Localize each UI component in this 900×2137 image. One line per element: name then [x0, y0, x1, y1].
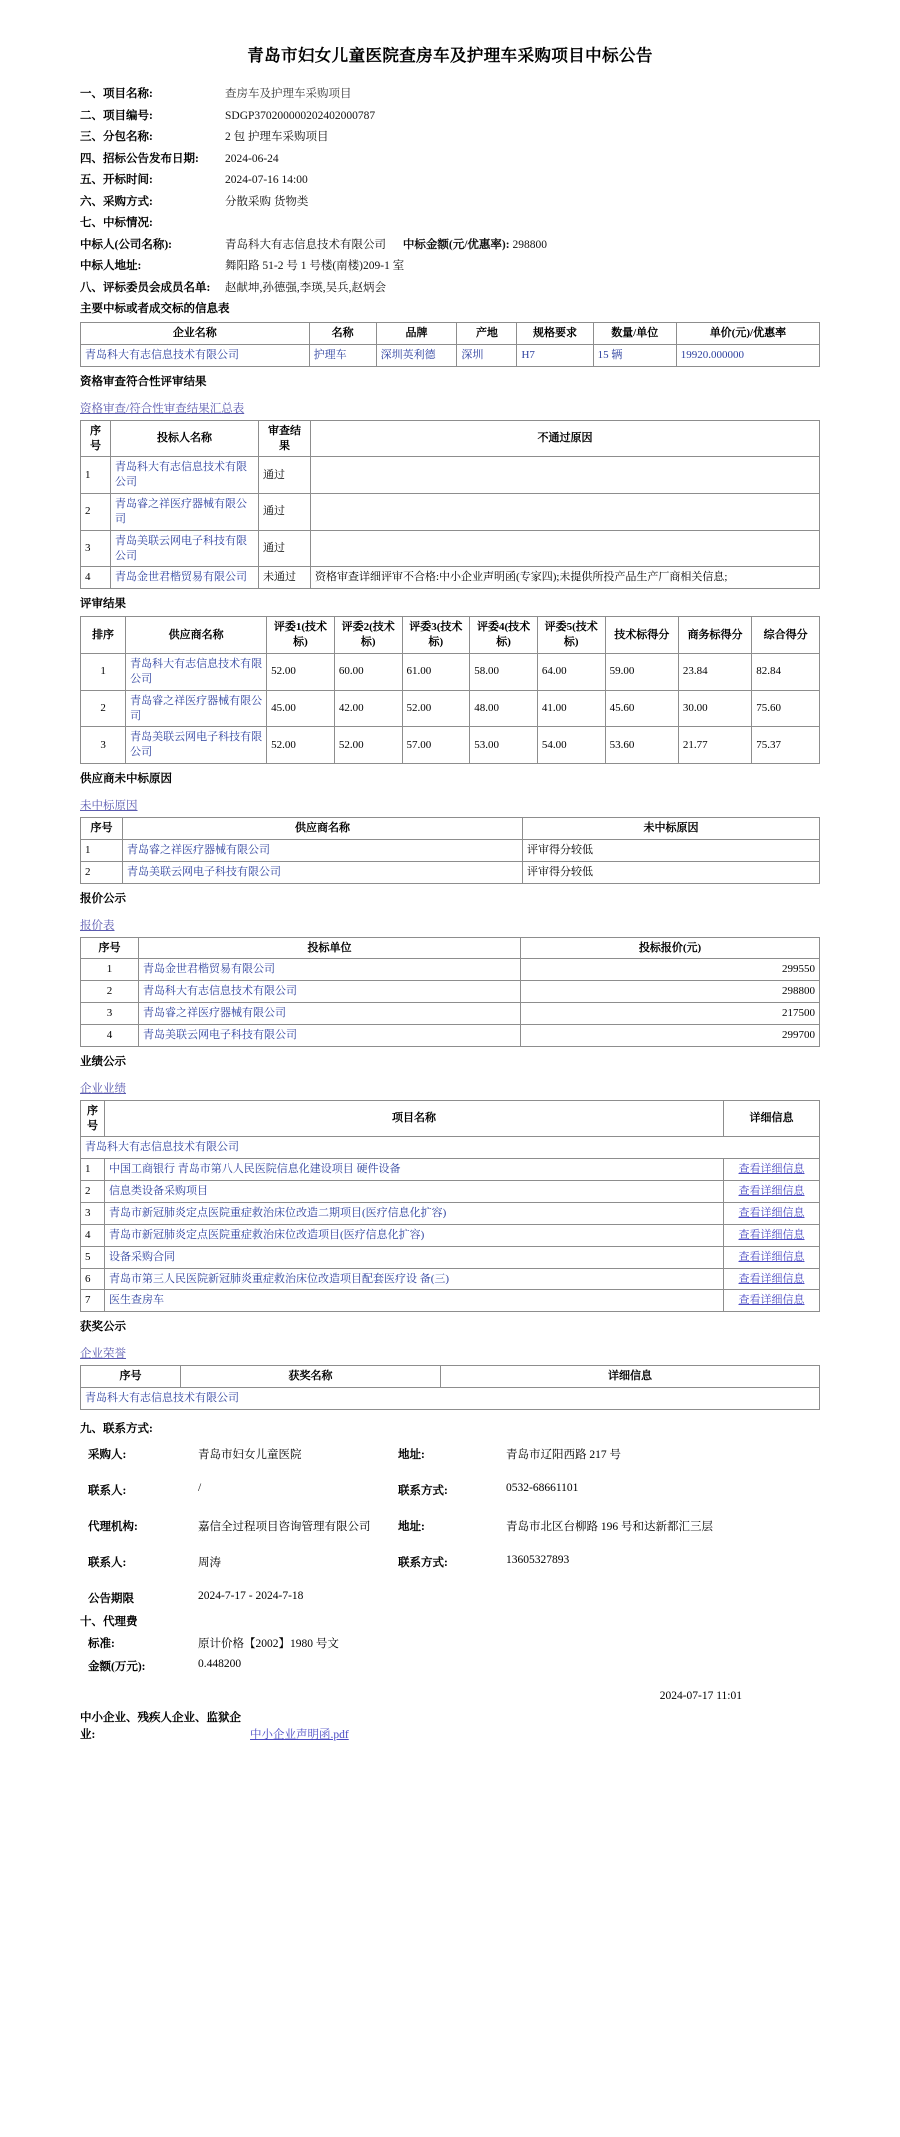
qualification-table: [80, 420, 820, 590]
cell-judge-5: 54.00: [537, 727, 605, 764]
table-header-row: [81, 1366, 820, 1388]
table-header-row: [81, 617, 820, 654]
col-unit-price: 单价(元)/优惠率: [676, 323, 819, 345]
table-header-row: [81, 420, 820, 457]
value-2: 0532-68661101: [506, 1481, 579, 1494]
header-row-purchase-method: [80, 193, 820, 209]
main-table-caption: 主要中标或者成交标的信息表: [80, 303, 230, 315]
col-no: 序号: [81, 1366, 181, 1388]
quotation-table: [80, 937, 820, 1047]
col-no: 序号: [81, 937, 139, 959]
label: 二、项目编号:: [80, 109, 153, 122]
label: 标准:: [88, 1637, 115, 1650]
label: 金额(万元):: [88, 1660, 146, 1673]
view-detail-link[interactable]: 查看详细信息: [738, 1163, 805, 1176]
cell-judge-3: 61.00: [402, 653, 470, 690]
cell-supplier: 青岛科大有志信息技术有限公司: [126, 653, 267, 690]
col-detail: 详细信息: [441, 1366, 820, 1388]
cell-judge-1: 45.00: [267, 690, 335, 727]
cell-supplier: 青岛睿之祥医疗器械有限公司: [123, 839, 523, 861]
cell-supplier: 青岛睿之祥医疗器械有限公司: [126, 690, 267, 727]
cell-result: 通过: [259, 457, 311, 494]
cell-reason: [311, 457, 820, 494]
cell-price: 298800: [521, 981, 820, 1003]
header-row-award-status: [80, 214, 820, 230]
value-2: 青岛市辽阳西路 217 号: [506, 1448, 621, 1461]
col-biz-score: 商务标得分: [678, 617, 751, 654]
table-row: [81, 1181, 820, 1203]
label: 联系人:: [88, 1484, 127, 1497]
label: 公告期限: [88, 1592, 134, 1605]
cell-total-score: 82.84: [752, 653, 820, 690]
header-row-winner: [80, 236, 820, 252]
contact-row-agency-contact: [80, 1554, 820, 1570]
label: 三、分包名称:: [80, 131, 153, 143]
cell-unit-price: 19920.000000: [676, 344, 819, 366]
value: 2024-7-17 - 2024-7-18: [198, 1589, 304, 1602]
value: 查房车及护理车采购项目: [225, 88, 352, 100]
evaluation-caption: 评审结果: [80, 598, 126, 611]
cell-supplier: 青岛美联云网电子科技有限公司: [126, 727, 267, 764]
label-2: 地址:: [398, 1520, 425, 1533]
cell-price: 299550: [521, 959, 820, 981]
cell-total-score: 75.60: [752, 690, 820, 727]
cell-no: 6: [81, 1268, 105, 1290]
awards-link[interactable]: 企业荣誉: [80, 1348, 126, 1361]
stamp-date: 2024-07-17 11:01: [659, 1689, 742, 1702]
header-row-package-name: [80, 128, 820, 144]
cell-qty-unit: 15 辆: [593, 344, 676, 366]
col-origin: 产地: [457, 323, 517, 345]
col-detail: 详细信息: [724, 1100, 820, 1137]
table-row: [81, 1024, 820, 1046]
label: 一、项目名称:: [80, 88, 153, 100]
table-row: [81, 344, 820, 366]
label: 七、中标情况:: [80, 217, 153, 229]
header-info-list: [80, 85, 820, 295]
col-project-name: 项目名称: [105, 1100, 724, 1137]
cell-spec: H7: [517, 344, 593, 366]
label: 代理机构:: [88, 1520, 138, 1533]
cell-no: 3: [81, 1003, 139, 1025]
label-2: 地址:: [398, 1448, 425, 1461]
address-label: 中标人地址:: [80, 260, 142, 272]
header-row-project-name: [80, 85, 820, 101]
col-judge-2: 评委2(技术标): [334, 617, 402, 654]
table-row: [81, 653, 820, 690]
cell-price: 217500: [521, 1003, 820, 1025]
cell-judge-1: 52.00: [267, 727, 335, 764]
label-2: 联系方式:: [398, 1556, 448, 1569]
table-row: [81, 1246, 820, 1268]
col-judge-4: 评委4(技术标): [470, 617, 538, 654]
col-reason: 未中标原因: [523, 818, 820, 840]
cell-total-score: 75.37: [752, 727, 820, 764]
table-row: [81, 981, 820, 1003]
contact-grid: [80, 1446, 820, 1570]
cell-name: 护理车: [309, 344, 376, 366]
view-detail-link[interactable]: 查看详细信息: [738, 1185, 805, 1198]
cell-reason: 资格审查详细评审不合格:中小企业声明函(专家四);未提供所投产品生产厂商相关信息;: [311, 567, 820, 589]
amount-value: 298800: [512, 238, 547, 251]
contact-row-purchaser: [80, 1446, 820, 1462]
col-qty-unit: 数量/单位: [593, 323, 676, 345]
table-company-row: [81, 1137, 820, 1159]
cell-brand: 深圳英利德: [376, 344, 457, 366]
winner-label: 中标人(公司名称):: [80, 238, 172, 251]
cell-project-name: 设备采购合同: [105, 1246, 724, 1268]
cell-no: 1: [81, 1159, 105, 1181]
document-content: [80, 0, 820, 1744]
col-judge-1: 评委1(技术标): [267, 617, 335, 654]
label: 联系人:: [88, 1556, 127, 1569]
cell-biz-score: 30.00: [678, 690, 751, 727]
cell-judge-3: 57.00: [402, 727, 470, 764]
cell-rank: 1: [81, 653, 126, 690]
table-row: [81, 1159, 820, 1181]
table-row: [81, 959, 820, 981]
cell-project-name: 信息类设备采购项目: [105, 1181, 724, 1203]
quotation-link[interactable]: 报价表: [80, 919, 115, 932]
cell-bidder: 青岛睿之祥医疗器械有限公司: [139, 1003, 521, 1025]
table-row: [81, 727, 820, 764]
col-rank: 排序: [81, 617, 126, 654]
value: /: [198, 1481, 202, 1494]
cell-no: 1: [81, 959, 139, 981]
label: 采购人:: [88, 1448, 127, 1461]
table-header-row: [81, 323, 820, 345]
cell-result: 未通过: [259, 567, 311, 589]
sme-declaration-row: [80, 1710, 820, 1745]
col-total-score: 综合得分: [752, 617, 820, 654]
table-header-row: [81, 1100, 820, 1137]
label: 五、开标时间:: [80, 174, 153, 186]
label: 四、招标公告发布日期:: [80, 152, 199, 165]
cell-result: 通过: [259, 530, 311, 567]
value: 0.448200: [198, 1657, 242, 1670]
table-row: [81, 494, 820, 531]
label: 六、采购方式:: [80, 195, 153, 208]
cell-supplier: 青岛美联云网电子科技有限公司: [123, 861, 523, 883]
col-price: 投标报价(元): [521, 937, 820, 959]
cell-no: 2: [81, 494, 111, 531]
col-name: 名称: [309, 323, 376, 345]
view-detail-link[interactable]: 查看详细信息: [738, 1250, 805, 1263]
performance-link[interactable]: 企业业绩: [80, 1082, 126, 1095]
cell-no: 7: [81, 1290, 105, 1312]
view-detail-link[interactable]: 查看详细信息: [738, 1272, 805, 1285]
col-reason: 不通过原因: [311, 420, 820, 457]
view-detail-link[interactable]: 查看详细信息: [738, 1228, 805, 1241]
cell-result: 通过: [259, 494, 311, 531]
sme-label: 中小企业、残疾人企业、监狱企业:: [80, 1711, 241, 1742]
cell-judge-2: 52.00: [334, 727, 402, 764]
col-brand: 品牌: [376, 323, 457, 345]
page-title: 青岛市妇女儿童医院查房车及护理车采购项目中标公告: [247, 46, 653, 65]
cell-no: 3: [81, 530, 111, 567]
cell-no: 4: [81, 1224, 105, 1246]
address-value: 舞阳路 51-2 号 1 号楼(南楼)209-1 室: [225, 260, 405, 272]
cell-reason: [311, 494, 820, 531]
label-2: 联系方式:: [398, 1484, 448, 1497]
cell-bidder: 青岛美联云网电子科技有限公司: [139, 1024, 521, 1046]
value: 嘉信全过程项目咨询管理有限公司: [198, 1520, 371, 1533]
cell-no: 4: [81, 1024, 139, 1046]
qualification-caption: 资格审查符合性评审结果: [80, 375, 207, 388]
col-award-name: 获奖名称: [181, 1366, 441, 1388]
table-row: [81, 567, 820, 589]
header-row-project-number: [80, 107, 820, 123]
table-row: [81, 690, 820, 727]
value: 青岛市妇女儿童医院: [198, 1448, 302, 1461]
table-row: [81, 1268, 820, 1290]
cell-no: 2: [81, 861, 123, 883]
cell-judge-4: 58.00: [470, 653, 538, 690]
quotation-caption: 报价公示: [80, 892, 126, 905]
cell-judge-2: 60.00: [334, 653, 402, 690]
fee-section-label: 十、代理费: [80, 1615, 138, 1628]
value: SDGP370200000202402000787: [225, 109, 376, 122]
cell-reason: [311, 530, 820, 567]
table-header-row: [81, 937, 820, 959]
winner-name: 青岛科大有志信息技术有限公司: [225, 238, 386, 251]
cell-no: 5: [81, 1246, 105, 1268]
cell-company: 青岛科大有志信息技术有限公司: [81, 1137, 820, 1159]
cell-biz-score: 21.77: [678, 727, 751, 764]
cell-bidder: 青岛美联云网电子科技有限公司: [111, 530, 259, 567]
winner-goods-table: [80, 322, 820, 367]
cell-bidder: 青岛科大有志信息技术有限公司: [139, 981, 521, 1003]
cell-no: 3: [81, 1203, 105, 1225]
cell-no: 2: [81, 981, 139, 1003]
table-row: [81, 1224, 820, 1246]
sme-declaration-file-link[interactable]: 中小企业声明函.pdf: [250, 1728, 349, 1741]
col-judge-3: 评委3(技术标): [402, 617, 470, 654]
awards-caption: 获奖公示: [80, 1321, 126, 1334]
cell-reason: 评审得分较低: [523, 861, 820, 883]
cell-judge-3: 52.00: [402, 690, 470, 727]
fee-standard-row: [80, 1635, 820, 1651]
value: 2 包 护理车采购项目: [225, 131, 329, 143]
cell-judge-2: 42.00: [334, 690, 402, 727]
value: 2024-07-16 14:00: [225, 174, 308, 186]
col-no: 序号: [81, 818, 123, 840]
cell-bidder: 青岛睿之祥医疗器械有限公司: [111, 494, 259, 531]
col-spec: 规格要求: [517, 323, 593, 345]
not-awarded-table: [80, 817, 820, 884]
col-result: 审查结果: [259, 420, 311, 457]
cell-project-name: 医生查房车: [105, 1290, 724, 1312]
cell-tech-score: 53.60: [605, 727, 678, 764]
amount-label: 中标金额(元/优惠率):: [402, 238, 510, 251]
value: 2024-06-24: [225, 152, 279, 165]
cell-no: 2: [81, 1181, 105, 1203]
cell-project-name: 中国工商银行 青岛市第八人民医院信息化建设项目 硬件设备: [105, 1159, 724, 1181]
cell-judge-5: 64.00: [537, 653, 605, 690]
cell-rank: 3: [81, 727, 126, 764]
col-no: 序号: [81, 1100, 105, 1137]
table-row: [81, 839, 820, 861]
cell-bidder: 青岛科大有志信息技术有限公司: [111, 457, 259, 494]
performance-table: [80, 1100, 820, 1312]
cell-bidder: 青岛金世君楷贸易有限公司: [111, 567, 259, 589]
cell-no: 1: [81, 839, 123, 861]
value-2: 13605327893: [506, 1553, 570, 1566]
cell-judge-4: 53.00: [470, 727, 538, 764]
col-supplier: 供应商名称: [123, 818, 523, 840]
cell-judge-5: 41.00: [537, 690, 605, 727]
value: 原计价格【2002】1980 号文: [198, 1637, 339, 1650]
table-row: [81, 861, 820, 883]
cell-tech-score: 45.60: [605, 690, 678, 727]
cell-origin: 深圳: [457, 344, 517, 366]
col-bidder: 投标单位: [139, 937, 521, 959]
cell-no: 4: [81, 567, 111, 589]
cell-tech-score: 59.00: [605, 653, 678, 690]
not-awarded-caption: 供应商未中标原因: [80, 773, 172, 786]
cell-judge-4: 48.00: [470, 690, 538, 727]
value-2: 青岛市北区台柳路 196 号和达新都汇三层: [506, 1520, 713, 1533]
fee-amount-row: [80, 1658, 820, 1674]
table-row: [81, 1203, 820, 1225]
table-header-row: [81, 818, 820, 840]
view-detail-link[interactable]: 查看详细信息: [738, 1207, 805, 1219]
cell-reason: 评审得分较低: [523, 839, 820, 861]
table-row: [81, 530, 820, 567]
cell-judge-1: 52.00: [267, 653, 335, 690]
committee-value: 赵献坤,孙德强,李瑛,吴兵,赵炳会: [225, 281, 386, 294]
awards-table: [80, 1365, 820, 1410]
performance-caption: 业绩公示: [80, 1055, 126, 1068]
col-no: 序号: [81, 420, 111, 457]
value: 周涛: [198, 1556, 221, 1569]
committee-label: 八、评标委员会成员名单:: [80, 281, 211, 294]
table-row: [81, 1003, 820, 1025]
col-supplier: 供应商名称: [126, 617, 267, 654]
table-row: [81, 457, 820, 494]
not-awarded-link[interactable]: 未中标原因: [80, 800, 138, 813]
cell-project-name: 青岛市新冠肺炎定点医院重症救治床位改造二期项目(医疗信息化扩容): [105, 1203, 724, 1225]
header-row-committee: [80, 279, 820, 295]
cell-biz-score: 23.84: [678, 653, 751, 690]
cell-rank: 2: [81, 690, 126, 727]
cell-project-name: 青岛市第三人民医院新冠肺炎重症救治床位改造项目配套医疗设 备(三): [105, 1268, 724, 1290]
cell-no: 1: [81, 457, 111, 494]
cell-company: 青岛科大有志信息技术有限公司: [81, 1388, 820, 1410]
table-row: [81, 1290, 820, 1312]
col-company: 企业名称: [81, 323, 310, 345]
evaluation-table: [80, 616, 820, 764]
qualification-link[interactable]: 资格审查/符合性审查结果汇总表: [80, 402, 245, 415]
contact-row-agency: [80, 1518, 820, 1534]
header-row-announce-date: [80, 150, 820, 166]
contact-row-purchaser-contact: [80, 1482, 820, 1498]
table-company-row: [81, 1388, 820, 1410]
header-row-open-time: [80, 171, 820, 187]
notice-period-row: [80, 1590, 820, 1606]
cell-company: 青岛科大有志信息技术有限公司: [81, 344, 310, 366]
col-judge-5: 评委5(技术标): [537, 617, 605, 654]
contact-section-label: 九、联系方式:: [80, 1422, 153, 1435]
cell-project-name: 青岛市新冠肺炎定点医院重症救治床位改造项目(医疗信息化扩容): [105, 1224, 724, 1246]
cell-bidder: 青岛金世君楷贸易有限公司: [139, 959, 521, 981]
header-row-winner-address: [80, 257, 820, 273]
cell-price: 299700: [521, 1024, 820, 1046]
col-tech-score: 技术标得分: [605, 617, 678, 654]
col-bidder: 投标人名称: [111, 420, 259, 457]
value: 分散采购 货物类: [225, 195, 309, 208]
view-detail-link[interactable]: 查看详细信息: [738, 1294, 805, 1307]
